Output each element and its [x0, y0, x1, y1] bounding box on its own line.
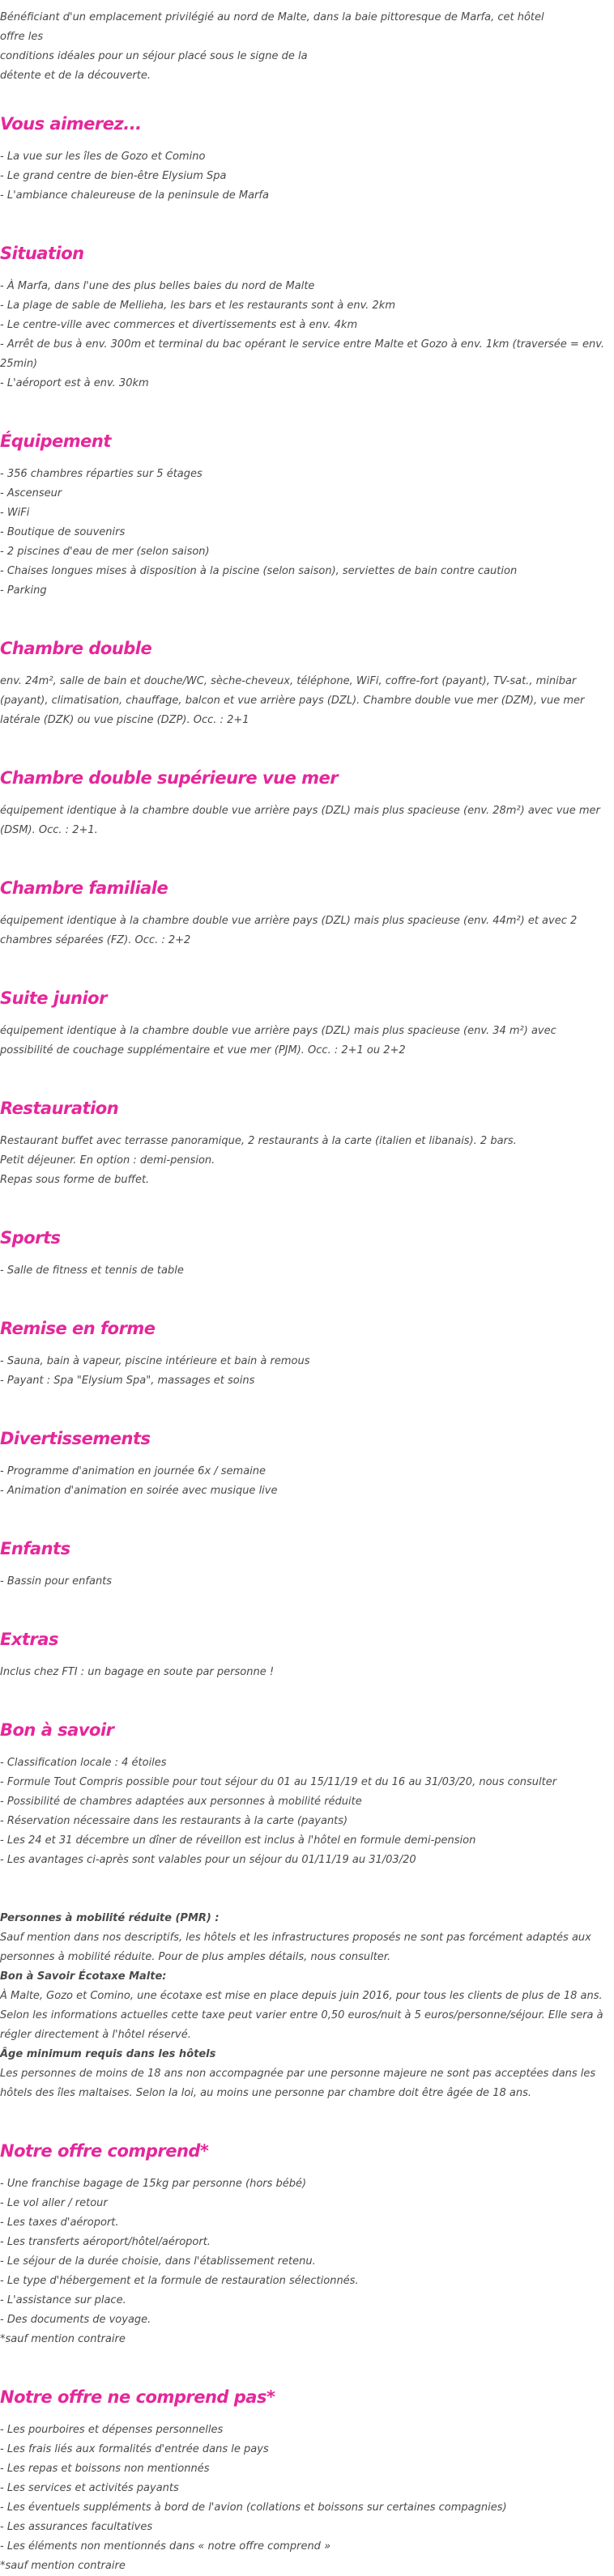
list-item: - Le type d'hébergement et la formule de restauration sélectionnés.: [0, 2275, 359, 2287]
section-offre-ne-comprend-pas: [0, 2385, 609, 2576]
section-chambre-familiale: [0, 876, 609, 950]
section-title: Vous aimerez...: [0, 114, 142, 134]
list-item: - Payant : Spa "Elysium Spa", massages et soins: [0, 1375, 255, 1387]
section-situation: [0, 241, 609, 393]
list-item: - L'assistance sur place.: [0, 2294, 126, 2306]
list-item: - À Marfa, dans l'une des plus belles baies du nord de Malte: [0, 280, 315, 292]
footnote: *sauf mention contraire: [0, 2560, 126, 2572]
list-item: - Les éléments non mentionnés dans « notre offre comprend »: [0, 2540, 331, 2553]
section-text: env. 24m², salle de bain et douche/WC, sèche-cheveux, téléphone, WiFi, coffre-fort (payant), TV-sat., minibar (payant), climatisation, chauffage, balcon et vue arrière pays (DZL). Chambre double vue mer (DZM), vue mer latérale (DZK) ou vue piscine (DZP). Occ. : 2+1: [0, 675, 585, 726]
list-item: - Classification locale : 4 étoiles: [0, 1757, 167, 1769]
section-sports: [0, 1226, 609, 1281]
list: [0, 1261, 609, 1281]
list-item: - 2 piscines d'eau de mer (selon saison): [0, 546, 210, 558]
section-title: Restauration: [0, 1099, 119, 1118]
list: [0, 1753, 609, 1870]
list-item: - Les services et activités payants: [0, 2482, 179, 2494]
list: [0, 465, 609, 601]
ecotaxe-title: Bon à Savoir Écotaxe Malte:: [0, 1970, 167, 1983]
list-item: - Parking: [0, 584, 47, 597]
list-item: - Les pourboires et dépenses personnelles: [0, 2424, 224, 2436]
section-title: Situation: [0, 244, 84, 263]
list: [0, 1352, 609, 1391]
section-title: Chambre double supérieure vue mer: [0, 768, 339, 788]
section-title: Équipement: [0, 431, 111, 451]
footnote: *sauf mention contraire: [0, 2333, 126, 2345]
spacer: [0, 1870, 609, 1909]
list-item: - Programme d'animation en journée 6x / semaine: [0, 1465, 266, 1477]
section-restauration: [0, 1096, 609, 1190]
list: [0, 277, 609, 393]
list-item: - 356 chambres réparties sur 5 étages: [0, 468, 203, 480]
list-item: - Le grand centre de bien-être Elysium Spa: [0, 170, 227, 182]
section-chambre-double-superieure: [0, 766, 609, 840]
list-item: Restaurant buffet avec terrasse panoramique, 2 restaurants à la carte (italien et libanais). 2 bars.: [0, 1135, 517, 1147]
section-text: équipement identique à la chambre double vue arrière pays (DZL) mais plus spacieuse (env. 28m²) avec vue mer (DSM). Occ. : 2+1.: [0, 805, 600, 836]
list-item: - Les assurances facultatives: [0, 2521, 153, 2533]
section-offre-comprend: [0, 2139, 609, 2349]
section-text: équipement identique à la chambre double vue arrière pays (DZL) mais plus spacieuse (env. 44m²) et avec 2 chambres séparées (FZ). Occ. : 2+2: [0, 915, 578, 946]
list-item: - Les repas et boissons non mentionnés: [0, 2463, 210, 2475]
list-item: - Les taxes d'aéroport.: [0, 2217, 119, 2229]
section-title: Remise en forme: [0, 1319, 156, 1338]
list-item: - Animation d'animation en soirée avec musique live: [0, 1485, 278, 1497]
list-item: - Le vol aller / retour: [0, 2197, 108, 2209]
list-item: - Chaises longues mises à disposition à la piscine (selon saison), serviettes de bain contre caution: [0, 565, 518, 577]
section-enfants: [0, 1537, 609, 1592]
list-item: - WiFi: [0, 507, 30, 519]
list-item: - Le séjour de la durée choisie, dans l'établissement retenu.: [0, 2255, 316, 2268]
section-title: Sports: [0, 1228, 61, 1248]
section-text: équipement identique à la chambre double vue arrière pays (DZL) mais plus spacieuse (env. 34 m²) avec possibilité de couchage supplémentaire et vue mer (PJM). Occ. : 2+1 ou 2+2: [0, 1025, 556, 1056]
section-title: Divertissements: [0, 1429, 151, 1448]
section-title: Extras: [0, 1630, 58, 1649]
list: [0, 1132, 609, 1190]
list: [0, 147, 609, 206]
list-item: - Les 24 et 31 décembre un dîner de réveillon est inclus à l'hôtel en formule demi-pension: [0, 1834, 476, 1847]
list-item: Petit déjeuner. En option : demi-pension.: [0, 1154, 215, 1167]
section-remise-en-forme: [0, 1316, 609, 1391]
section-title: Chambre familiale: [0, 878, 168, 898]
list: [0, 1572, 609, 1592]
list-item: - Une franchise bagage de 15kg par personne (hors bébé): [0, 2178, 307, 2190]
pmr-text: Sauf mention dans nos descriptifs, les hôtels et les infrastructures proposés ne sont pas forcément adaptés aux personnes à mobilité réduite. Pour de plus amples détails, nous consulter.: [0, 1932, 591, 1963]
list-item: - Possibilité de chambres adaptées aux personnes à mobilité réduite: [0, 1796, 362, 1808]
section-title: Chambre double: [0, 639, 152, 658]
section-title: Bon à savoir: [0, 1720, 114, 1740]
list: [0, 1663, 609, 1682]
intro-line: conditions idéales pour un séjour placé sous le signe de la: [0, 50, 308, 62]
intro-text: [0, 8, 567, 86]
list: [0, 2421, 609, 2576]
ecotaxe-text: À Malte, Gozo et Comino, une écotaxe est mise en place depuis juin 2016, pour tous les clients de plus de 18 ans. Selon les informations actuelles cette taxe peut varier entre 0,50 euros/nuit à 5 euros/personne/séjour. Elle sera à régler directement à l'hôtel réservé.: [0, 1990, 603, 2041]
list: [0, 1462, 609, 1501]
section-bon-a-savoir: [0, 1718, 609, 2103]
list-item: Repas sous forme de buffet.: [0, 1174, 150, 1186]
list-item: - Des documents de voyage.: [0, 2314, 151, 2326]
section-chambre-double: [0, 636, 609, 730]
list: [0, 2174, 609, 2349]
age-text: Les personnes de moins de 18 ans non accompagnée par une personne majeure ne sont pas acceptées dans les hôtels des îles maltaises. Selon la loi, au moins une personne par chambre doit être âgée de 18 ans.: [0, 2068, 596, 2099]
section-title: Suite junior: [0, 988, 107, 1008]
age-title: Âge minimum requis dans les hôtels: [0, 2048, 216, 2060]
list-item: - Le centre-ville avec commerces et divertissements est à env. 4km: [0, 319, 358, 331]
list-item: - Ascenseur: [0, 487, 62, 499]
list-item: Inclus chez FTI : un bagage en soute par personne !: [0, 1666, 275, 1678]
list-item: - La plage de sable de Mellieha, les bars et les restaurants sont à env. 2km: [0, 300, 395, 312]
intro-line: Bénéficiant d'un emplacement privilégié au nord de Malte, dans la baie pittoresque de Marfa, cet hôtel offre les: [0, 11, 544, 43]
section-vous-aimerez: [0, 112, 609, 206]
list-item: - L'aéroport est à env. 30km: [0, 377, 149, 389]
list-item: - Réservation nécessaire dans les restaurants à la carte (payants): [0, 1815, 348, 1827]
section-extras: [0, 1627, 609, 1682]
list-item: - L'ambiance chaleureuse de la peninsule de Marfa: [0, 189, 269, 202]
list-item: - Les transferts aéroport/hôtel/aéroport.: [0, 2236, 211, 2248]
pmr-title: Personnes à mobilité réduite (PMR) :: [0, 1912, 220, 1924]
section-divertissements: [0, 1426, 609, 1501]
list-item: - Bassin pour enfants: [0, 1575, 113, 1588]
list-item: - Sauna, bain à vapeur, piscine intérieure et bain à remous: [0, 1355, 310, 1367]
list-item: - Les frais liés aux formalités d'entrée dans le pays: [0, 2443, 269, 2455]
list-item: - Arrêt de bus à env. 300m et terminal du bac opérant le service entre Malte et Gozo à env. 1km (traversée = env. 25min): [0, 338, 604, 370]
page: [0, 8, 614, 2576]
list-item: - Les éventuels suppléments à bord de l'avion (collations et boissons sur certaines compagnies): [0, 2502, 507, 2514]
list-item: - Boutique de souvenirs: [0, 526, 126, 538]
section-title: Notre offre comprend*: [0, 2141, 209, 2161]
section-equipement: [0, 429, 609, 601]
list-item: - Les avantages ci-après sont valables pour un séjour du 01/11/19 au 31/03/20: [0, 1854, 416, 1866]
section-title: Notre offre ne comprend pas*: [0, 2387, 275, 2407]
list-item: - La vue sur les îles de Gozo et Comino: [0, 151, 206, 163]
section-suite-junior: [0, 986, 609, 1061]
list-item: - Salle de fitness et tennis de table: [0, 1265, 184, 1277]
intro-line: détente et de la découverte.: [0, 70, 151, 82]
list-item: - Formule Tout Compris possible pour tout séjour du 01 au 15/11/19 et du 16 au 31/03/20, nous consulter: [0, 1776, 557, 1788]
section-title: Enfants: [0, 1539, 70, 1558]
